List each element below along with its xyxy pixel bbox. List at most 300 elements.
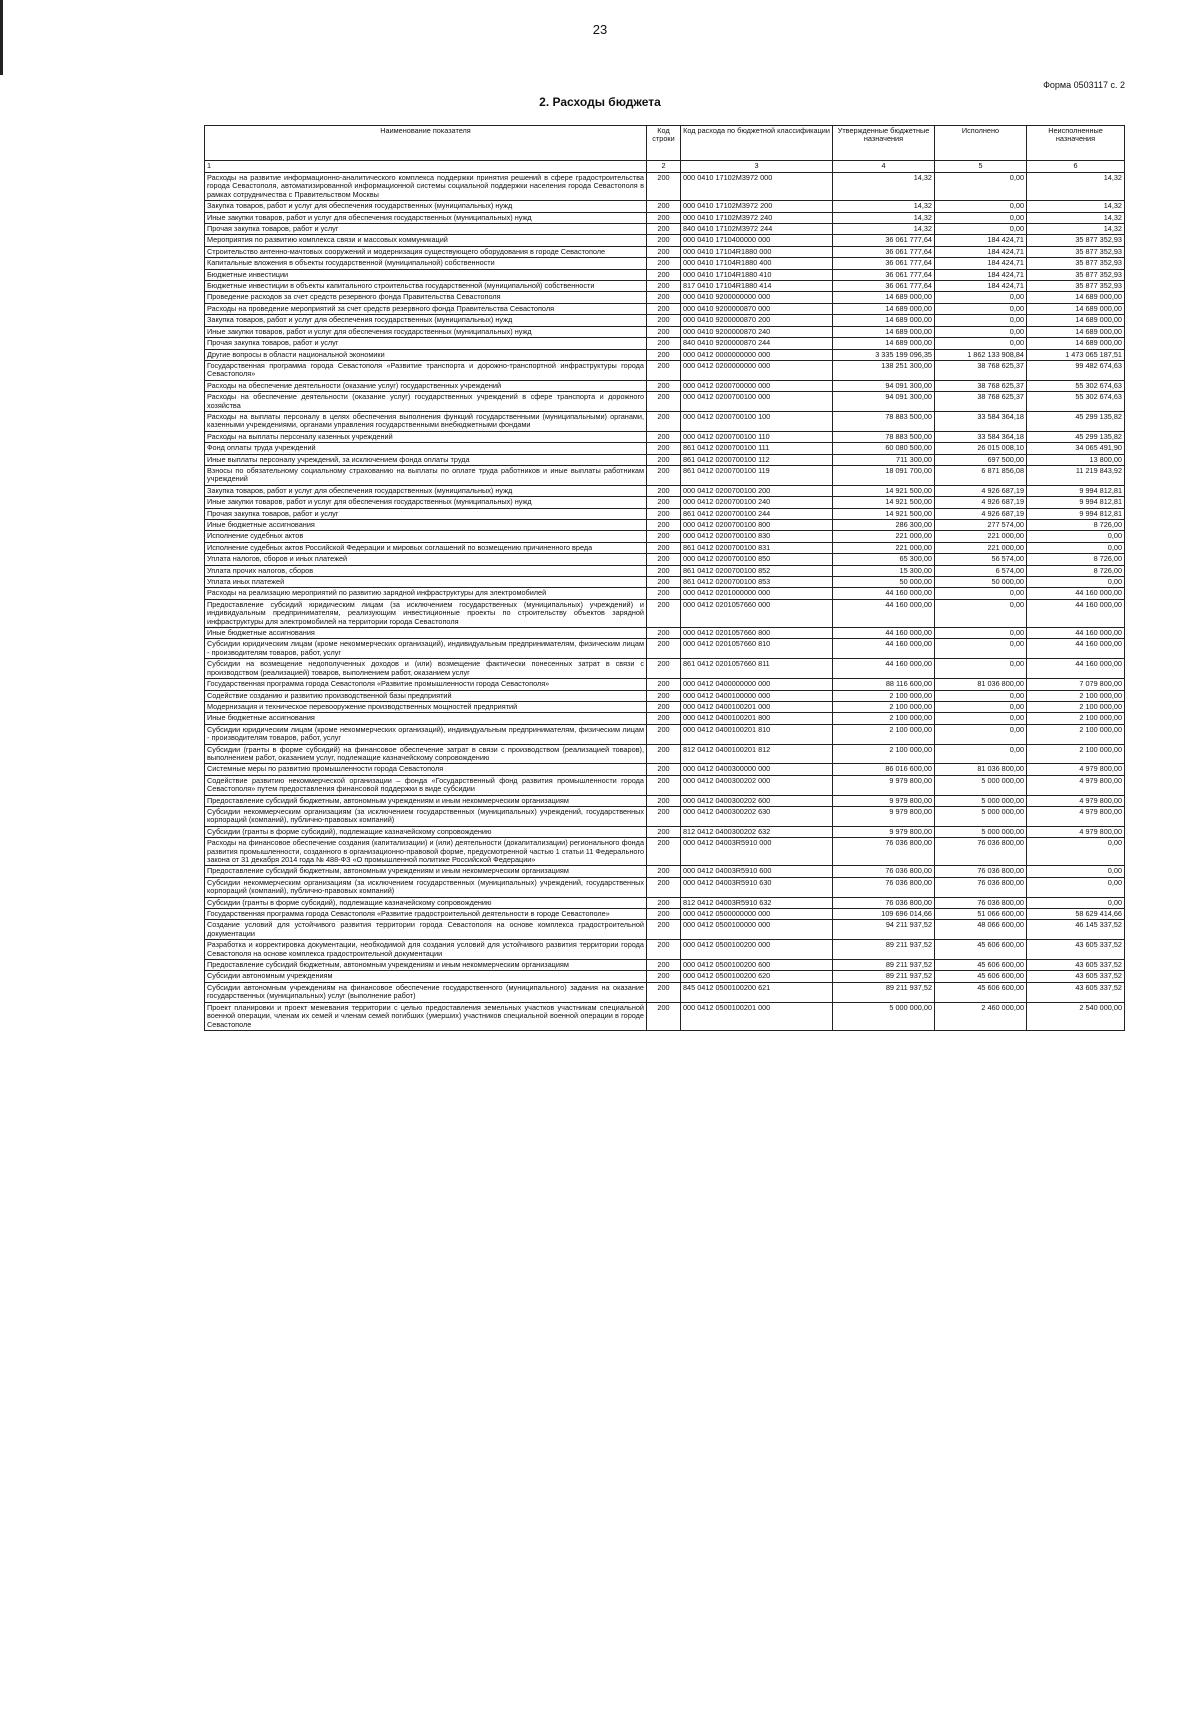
unexecuted-amount-cell: 44 160 000,00 [1027, 628, 1125, 639]
scan-edge-mark [0, 0, 3, 75]
table-row [205, 690, 1125, 701]
indicator-name-cell: Предоставление субсидий юридическим лицам (за исключением государственных (муниципальных) учреждений) и индивидуальным предпринимателям, реализующим инвестиционные проекты по строительству объектов зарядной инфраструктуры для электромобилей на территории города Севастополя [205, 599, 647, 627]
classification-code-cell: 000 0412 0201057660 800 [681, 628, 833, 639]
line-code-cell: 200 [647, 246, 681, 257]
executed-amount-cell: 0,00 [935, 744, 1027, 764]
unexecuted-amount-cell: 4 979 800,00 [1027, 806, 1125, 826]
approved-amount-cell: 89 211 937,52 [833, 940, 935, 960]
unexecuted-amount-cell: 1 473 065 187,51 [1027, 349, 1125, 360]
classification-code-cell: 000 0412 0400100201 000 [681, 701, 833, 712]
table-row [205, 201, 1125, 212]
unexecuted-amount-cell: 4 979 800,00 [1027, 826, 1125, 837]
classification-code-cell: 000 0410 17102М3972 000 [681, 173, 833, 201]
approved-amount-cell: 36 061 777,64 [833, 258, 935, 269]
unexecuted-amount-cell: 14,32 [1027, 212, 1125, 223]
approved-amount-cell: 44 160 000,00 [833, 628, 935, 639]
table-row [205, 497, 1125, 508]
approved-amount-cell: 14 921 500,00 [833, 508, 935, 519]
executed-amount-cell: 76 036 800,00 [935, 838, 1027, 866]
table-row [205, 775, 1125, 795]
line-code-cell: 200 [647, 392, 681, 412]
unexecuted-amount-cell: 55 302 674,63 [1027, 392, 1125, 412]
indicator-name-cell: Мероприятия по развитию комплекса связи и массовых коммуникаций [205, 235, 647, 246]
line-code-cell: 200 [647, 485, 681, 496]
table-row [205, 713, 1125, 724]
column-number: 6 [1027, 161, 1125, 173]
table-row [205, 679, 1125, 690]
indicator-name-cell: Предоставление субсидий бюджетным, автономным учреждениям и иным некоммерческим организациям [205, 960, 647, 971]
line-code-cell: 200 [647, 520, 681, 531]
line-code-cell: 200 [647, 599, 681, 627]
indicator-name-cell: Бюджетные инвестиции [205, 269, 647, 280]
line-code-cell: 200 [647, 542, 681, 553]
unexecuted-amount-cell: 43 605 337,52 [1027, 940, 1125, 960]
line-code-cell: 200 [647, 940, 681, 960]
indicator-name-cell: Уплата прочих налогов, сборов [205, 565, 647, 576]
executed-amount-cell: 184 424,71 [935, 246, 1027, 257]
executed-amount-cell: 0,00 [935, 212, 1027, 223]
indicator-name-cell: Другие вопросы в области национальной экономики [205, 349, 647, 360]
line-code-cell: 200 [647, 713, 681, 724]
classification-code-cell: 000 0410 17102М3972 200 [681, 201, 833, 212]
column-number: 4 [833, 161, 935, 173]
executed-amount-cell: 76 036 800,00 [935, 877, 1027, 897]
approved-amount-cell: 711 300,00 [833, 454, 935, 465]
line-code-cell: 200 [647, 212, 681, 223]
approved-amount-cell: 14,32 [833, 224, 935, 235]
table-row [205, 877, 1125, 897]
unexecuted-amount-cell: 35 877 352,93 [1027, 246, 1125, 257]
approved-amount-cell: 14,32 [833, 201, 935, 212]
approved-amount-cell: 221 000,00 [833, 531, 935, 542]
classification-code-cell: 000 0410 1710400000 000 [681, 235, 833, 246]
executed-amount-cell: 0,00 [935, 315, 1027, 326]
unexecuted-amount-cell: 46 145 337,52 [1027, 920, 1125, 940]
approved-amount-cell: 44 160 000,00 [833, 599, 935, 627]
classification-code-cell: 000 0412 0500100200 000 [681, 940, 833, 960]
table-row [205, 173, 1125, 201]
table-row [205, 315, 1125, 326]
indicator-name-cell: Расходы на обеспечение деятельности (оказание услуг) государственных учреждений в сфере транспорта и дорожного хозяйства [205, 392, 647, 412]
classification-code-cell: 000 0412 0000000000 000 [681, 349, 833, 360]
unexecuted-amount-cell: 14,32 [1027, 201, 1125, 212]
approved-amount-cell: 14 689 000,00 [833, 303, 935, 314]
indicator-name-cell: Субсидии автономным учреждениям на финансовое обеспечение государственного (муниципального) задания на оказание государственных (муниципальных) услуг (выполнение работ) [205, 982, 647, 1002]
unexecuted-amount-cell: 43 605 337,52 [1027, 971, 1125, 982]
classification-code-cell: 000 0412 04003R5910 600 [681, 866, 833, 877]
line-code-cell: 200 [647, 326, 681, 337]
table-row [205, 639, 1125, 659]
unexecuted-amount-cell: 0,00 [1027, 866, 1125, 877]
classification-code-cell: 840 0410 17102М3972 244 [681, 224, 833, 235]
header-line-code: Код строки [647, 126, 681, 161]
executed-amount-cell: 4 926 687,19 [935, 497, 1027, 508]
indicator-name-cell: Закупка товаров, работ и услуг для обеспечения государственных (муниципальных) нужд [205, 485, 647, 496]
unexecuted-amount-cell: 14 689 000,00 [1027, 292, 1125, 303]
indicator-name-cell: Прочая закупка товаров, работ и услуг [205, 508, 647, 519]
classification-code-cell: 000 0412 0500100201 000 [681, 1002, 833, 1030]
executed-amount-cell: 33 584 364,18 [935, 431, 1027, 442]
indicator-name-cell: Государственная программа города Севастополя «Развитие промышленности города Севастополя» [205, 679, 647, 690]
line-code-cell: 200 [647, 258, 681, 269]
table-row [205, 897, 1125, 908]
classification-code-cell: 000 0412 04003R5910 000 [681, 838, 833, 866]
table-row [205, 940, 1125, 960]
column-number: 5 [935, 161, 1027, 173]
classification-code-cell: 000 0412 0500000000 000 [681, 909, 833, 920]
classification-code-cell: 000 0412 0200700100 850 [681, 554, 833, 565]
table-row [205, 659, 1125, 679]
table-row [205, 920, 1125, 940]
table-row [205, 326, 1125, 337]
unexecuted-amount-cell: 7 079 800,00 [1027, 679, 1125, 690]
unexecuted-amount-cell: 0,00 [1027, 531, 1125, 542]
line-code-cell: 200 [647, 764, 681, 775]
table-row [205, 971, 1125, 982]
table-row [205, 431, 1125, 442]
table-row [205, 628, 1125, 639]
approved-amount-cell: 14 689 000,00 [833, 315, 935, 326]
table-row [205, 565, 1125, 576]
unexecuted-amount-cell: 55 302 674,63 [1027, 380, 1125, 391]
indicator-name-cell: Уплата иных платежей [205, 577, 647, 588]
approved-amount-cell: 109 696 014,66 [833, 909, 935, 920]
unexecuted-amount-cell: 0,00 [1027, 577, 1125, 588]
line-code-cell: 200 [647, 659, 681, 679]
line-code-cell: 200 [647, 577, 681, 588]
executed-amount-cell: 45 606 600,00 [935, 971, 1027, 982]
approved-amount-cell: 286 300,00 [833, 520, 935, 531]
table-header-row [205, 126, 1125, 161]
indicator-name-cell: Исполнение судебных актов [205, 531, 647, 542]
table-row [205, 744, 1125, 764]
executed-amount-cell: 697 500,00 [935, 454, 1027, 465]
line-code-cell: 200 [647, 508, 681, 519]
unexecuted-amount-cell: 44 160 000,00 [1027, 599, 1125, 627]
line-code-cell: 200 [647, 565, 681, 576]
classification-code-cell: 817 0410 17104R1880 414 [681, 281, 833, 292]
line-code-cell: 200 [647, 292, 681, 303]
indicator-name-cell: Проведение расходов за счет средств резервного фонда Правительства Севастополя [205, 292, 647, 303]
executed-amount-cell: 0,00 [935, 173, 1027, 201]
executed-amount-cell: 184 424,71 [935, 258, 1027, 269]
line-code-cell: 200 [647, 1002, 681, 1030]
table-body [205, 161, 1125, 1031]
approved-amount-cell: 89 211 937,52 [833, 971, 935, 982]
classification-code-cell: 000 0412 0200700100 240 [681, 497, 833, 508]
approved-amount-cell: 14,32 [833, 212, 935, 223]
classification-code-cell: 000 0410 17104R1880 410 [681, 269, 833, 280]
executed-amount-cell: 56 574,00 [935, 554, 1027, 565]
unexecuted-amount-cell: 44 160 000,00 [1027, 588, 1125, 599]
indicator-name-cell: Субсидии некоммерческим организациям (за исключением государственных (муниципальных) учреждений, государственных корпораций (компаний), публично-правовых компаний) [205, 806, 647, 826]
executed-amount-cell: 5 000 000,00 [935, 775, 1027, 795]
approved-amount-cell: 138 251 300,00 [833, 360, 935, 380]
line-code-cell: 200 [647, 338, 681, 349]
line-code-cell: 200 [647, 838, 681, 866]
indicator-name-cell: Иные бюджетные ассигнования [205, 520, 647, 531]
unexecuted-amount-cell: 0,00 [1027, 542, 1125, 553]
header-executed: Исполнено [935, 126, 1027, 161]
unexecuted-amount-cell: 8 726,00 [1027, 520, 1125, 531]
approved-amount-cell: 94 091 300,00 [833, 392, 935, 412]
line-code-cell: 200 [647, 360, 681, 380]
indicator-name-cell: Расходы на выплаты персоналу в целях обеспечения выполнения функций государственными (муниципальными) органами, казенными учреждениями, органами управления государственными внебюджетными фондами [205, 411, 647, 431]
approved-amount-cell: 86 016 600,00 [833, 764, 935, 775]
executed-amount-cell: 6 871 856,08 [935, 465, 1027, 485]
classification-code-cell: 000 0410 17102М3972 240 [681, 212, 833, 223]
executed-amount-cell: 45 606 600,00 [935, 940, 1027, 960]
line-code-cell: 200 [647, 497, 681, 508]
classification-code-cell: 861 0412 0200700100 831 [681, 542, 833, 553]
indicator-name-cell: Государственная программа города Севастополя «Развитие градостроительной деятельности в городе Севастополе» [205, 909, 647, 920]
unexecuted-amount-cell: 45 299 135,82 [1027, 411, 1125, 431]
unexecuted-amount-cell: 9 994 812,81 [1027, 508, 1125, 519]
budget-expenses-table [204, 125, 1125, 1031]
table-row [205, 392, 1125, 412]
approved-amount-cell: 44 160 000,00 [833, 659, 935, 679]
line-code-cell: 200 [647, 443, 681, 454]
line-code-cell: 200 [647, 454, 681, 465]
executed-amount-cell: 0,00 [935, 224, 1027, 235]
approved-amount-cell: 2 100 000,00 [833, 724, 935, 744]
table-row [205, 258, 1125, 269]
table-row [205, 982, 1125, 1002]
approved-amount-cell: 89 211 937,52 [833, 982, 935, 1002]
executed-amount-cell: 0,00 [935, 338, 1027, 349]
line-code-cell: 200 [647, 554, 681, 565]
classification-code-cell: 000 0412 0400100201 810 [681, 724, 833, 744]
classification-code-cell: 861 0412 0200700100 244 [681, 508, 833, 519]
line-code-cell: 200 [647, 679, 681, 690]
line-code-cell: 200 [647, 201, 681, 212]
unexecuted-amount-cell: 2 540 000,00 [1027, 1002, 1125, 1030]
unexecuted-amount-cell: 14,32 [1027, 224, 1125, 235]
indicator-name-cell: Государственная программа города Севастополя «Развитие транспорта и дорожно-транспортной инфраструктуры города Севастополя» [205, 360, 647, 380]
executed-amount-cell: 277 574,00 [935, 520, 1027, 531]
line-code-cell: 200 [647, 531, 681, 542]
unexecuted-amount-cell: 13 800,00 [1027, 454, 1125, 465]
line-code-cell: 200 [647, 224, 681, 235]
table-row [205, 531, 1125, 542]
line-code-cell: 200 [647, 315, 681, 326]
classification-code-cell: 000 0412 0200700000 000 [681, 380, 833, 391]
classification-code-cell: 000 0412 04003R5910 630 [681, 877, 833, 897]
line-code-cell: 200 [647, 826, 681, 837]
unexecuted-amount-cell: 43 605 337,52 [1027, 982, 1125, 1002]
approved-amount-cell: 9 979 800,00 [833, 806, 935, 826]
classification-code-cell: 000 0412 0200700100 100 [681, 411, 833, 431]
unexecuted-amount-cell: 4 979 800,00 [1027, 764, 1125, 775]
indicator-name-cell: Закупка товаров, работ и услуг для обеспечения государственных (муниципальных) нужд [205, 315, 647, 326]
classification-code-cell: 861 0412 0201057660 811 [681, 659, 833, 679]
line-code-cell: 200 [647, 971, 681, 982]
table-row [205, 795, 1125, 806]
approved-amount-cell: 89 211 937,52 [833, 960, 935, 971]
table-row [205, 212, 1125, 223]
executed-amount-cell: 0,00 [935, 201, 1027, 212]
table-row [205, 281, 1125, 292]
indicator-name-cell: Субсидии (гранты в форме субсидий), подлежащие казначейскому сопровождению [205, 826, 647, 837]
line-code-cell: 200 [647, 269, 681, 280]
unexecuted-amount-cell: 14 689 000,00 [1027, 315, 1125, 326]
unexecuted-amount-cell: 2 100 000,00 [1027, 713, 1125, 724]
executed-amount-cell: 0,00 [935, 628, 1027, 639]
approved-amount-cell: 2 100 000,00 [833, 713, 935, 724]
executed-amount-cell: 6 574,00 [935, 565, 1027, 576]
indicator-name-cell: Субсидии некоммерческим организациям (за исключением государственных (муниципальных) учреждений, государственных корпораций (компаний), публично-правовых компаний) [205, 877, 647, 897]
unexecuted-amount-cell: 58 629 414,66 [1027, 909, 1125, 920]
executed-amount-cell: 1 862 133 908,84 [935, 349, 1027, 360]
approved-amount-cell: 15 300,00 [833, 565, 935, 576]
executed-amount-cell: 0,00 [935, 724, 1027, 744]
line-code-cell: 200 [647, 960, 681, 971]
indicator-name-cell: Системные меры по развитию промышленности города Севастополя [205, 764, 647, 775]
line-code-cell: 200 [647, 877, 681, 897]
approved-amount-cell: 50 000,00 [833, 577, 935, 588]
table-row [205, 909, 1125, 920]
executed-amount-cell: 184 424,71 [935, 235, 1027, 246]
table-row [205, 960, 1125, 971]
indicator-name-cell: Субсидии юридическим лицам (кроме некоммерческих организаций), индивидуальным предпринимателям, физическим лицам - производителям товаров, работ, услуг [205, 724, 647, 744]
approved-amount-cell: 14 689 000,00 [833, 326, 935, 337]
indicator-name-cell: Предоставление субсидий бюджетным, автономным учреждениям и иным некоммерческим организациям [205, 795, 647, 806]
table-row [205, 542, 1125, 553]
table-row [205, 485, 1125, 496]
executed-amount-cell: 221 000,00 [935, 542, 1027, 553]
table-row [205, 838, 1125, 866]
table-row [205, 826, 1125, 837]
executed-amount-cell: 4 926 687,19 [935, 485, 1027, 496]
approved-amount-cell: 9 979 800,00 [833, 826, 935, 837]
unexecuted-amount-cell: 0,00 [1027, 838, 1125, 866]
executed-amount-cell: 51 066 600,00 [935, 909, 1027, 920]
unexecuted-amount-cell: 35 877 352,93 [1027, 258, 1125, 269]
approved-amount-cell: 36 061 777,64 [833, 281, 935, 292]
indicator-name-cell: Иные закупки товаров, работ и услуг для обеспечения государственных (муниципальных) нужд [205, 212, 647, 223]
table-row [205, 701, 1125, 712]
approved-amount-cell: 78 883 500,00 [833, 431, 935, 442]
table-row [205, 443, 1125, 454]
approved-amount-cell: 60 080 500,00 [833, 443, 935, 454]
classification-code-cell: 812 0412 0400300202 632 [681, 826, 833, 837]
table-row [205, 866, 1125, 877]
table-row [205, 577, 1125, 588]
approved-amount-cell: 88 116 600,00 [833, 679, 935, 690]
table-row [205, 303, 1125, 314]
classification-code-cell: 000 0412 0400100201 800 [681, 713, 833, 724]
indicator-name-cell: Иные закупки товаров, работ и услуг для обеспечения государственных (муниципальных) нужд [205, 326, 647, 337]
classification-code-cell: 861 0412 0200700100 112 [681, 454, 833, 465]
classification-code-cell: 000 0412 0201000000 000 [681, 588, 833, 599]
indicator-name-cell: Субсидии (гранты в форме субсидий) на финансовое обеспечение затрат в связи с производством (реализацией товаров), выполнением работ, оказанием услуг, подлежащие казначейскому сопровождению [205, 744, 647, 764]
indicator-name-cell: Субсидии (гранты в форме субсидий), подлежащие казначейскому сопровождению [205, 897, 647, 908]
unexecuted-amount-cell: 0,00 [1027, 877, 1125, 897]
line-code-cell: 200 [647, 588, 681, 599]
column-number: 1 [205, 161, 647, 173]
indicator-name-cell: Прочая закупка товаров, работ и услуг [205, 224, 647, 235]
line-code-cell: 200 [647, 866, 681, 877]
approved-amount-cell: 5 000 000,00 [833, 1002, 935, 1030]
executed-amount-cell: 26 015 008,10 [935, 443, 1027, 454]
table-row [205, 338, 1125, 349]
unexecuted-amount-cell: 99 482 674,63 [1027, 360, 1125, 380]
approved-amount-cell: 76 036 800,00 [833, 877, 935, 897]
classification-code-cell: 000 0410 17104R1880 400 [681, 258, 833, 269]
table-row [205, 465, 1125, 485]
indicator-name-cell: Капитальные вложения в объекты государственной (муниципальной) собственности [205, 258, 647, 269]
column-number-row [205, 161, 1125, 173]
line-code-cell: 200 [647, 897, 681, 908]
executed-amount-cell: 0,00 [935, 639, 1027, 659]
executed-amount-cell: 5 000 000,00 [935, 806, 1027, 826]
page-number: 23 [592, 22, 608, 37]
indicator-name-cell: Содействие созданию и развитию производственной базы предприятий [205, 690, 647, 701]
indicator-name-cell: Предоставление субсидий бюджетным, автономным учреждениям и иным некоммерческим организациям [205, 866, 647, 877]
unexecuted-amount-cell: 14 689 000,00 [1027, 338, 1125, 349]
indicator-name-cell: Расходы на финансовое обеспечение создания (капитализации) и (или) деятельности (докапитализации) регионального фонда развития промышленности, созданного в организационно-правовой форме, предусмотренной частью 1 статьи 11 Федерального закона от 31 декабря 2014 года № 488-ФЗ «О промышленной политике Российской Федерации» [205, 838, 647, 866]
approved-amount-cell: 36 061 777,64 [833, 246, 935, 257]
executed-amount-cell: 38 768 625,37 [935, 380, 1027, 391]
unexecuted-amount-cell: 8 726,00 [1027, 554, 1125, 565]
indicator-name-cell: Проект планировки и проект межевания территории с целью предоставления земельных участков участникам специальной военной операции, членам их семей и членам семей погибших (умерших) участников специальной военной операции в городе Севастополе [205, 1002, 647, 1030]
unexecuted-amount-cell: 35 877 352,93 [1027, 269, 1125, 280]
table-row [205, 411, 1125, 431]
column-number: 2 [647, 161, 681, 173]
indicator-name-cell: Субсидии юридическим лицам (кроме некоммерческих организаций), индивидуальным предпринимателям, физическим лицам - производителям товаров, работ, услуг [205, 639, 647, 659]
table-row [205, 246, 1125, 257]
approved-amount-cell: 14,32 [833, 173, 935, 201]
executed-amount-cell: 76 036 800,00 [935, 897, 1027, 908]
classification-code-cell: 861 0412 0200700100 111 [681, 443, 833, 454]
approved-amount-cell: 14 689 000,00 [833, 292, 935, 303]
line-code-cell: 200 [647, 920, 681, 940]
classification-code-cell: 000 0412 0400300202 600 [681, 795, 833, 806]
table-row [205, 724, 1125, 744]
classification-code-cell: 000 0412 0201057660 810 [681, 639, 833, 659]
approved-amount-cell: 14 921 500,00 [833, 497, 935, 508]
unexecuted-amount-cell: 2 100 000,00 [1027, 701, 1125, 712]
classification-code-cell: 000 0412 0400300202 630 [681, 806, 833, 826]
indicator-name-cell: Уплата налогов, сборов и иных платежей [205, 554, 647, 565]
line-code-cell: 200 [647, 380, 681, 391]
column-number: 3 [681, 161, 833, 173]
table-row [205, 1002, 1125, 1030]
approved-amount-cell: 9 979 800,00 [833, 775, 935, 795]
unexecuted-amount-cell: 11 219 843,92 [1027, 465, 1125, 485]
header-indicator-name: Наименование показателя [205, 126, 647, 161]
unexecuted-amount-cell: 35 877 352,93 [1027, 281, 1125, 292]
indicator-name-cell: Прочая закупка товаров, работ и услуг [205, 338, 647, 349]
indicator-name-cell: Иные бюджетные ассигнования [205, 628, 647, 639]
executed-amount-cell: 0,00 [935, 713, 1027, 724]
approved-amount-cell: 36 061 777,64 [833, 235, 935, 246]
executed-amount-cell: 81 036 800,00 [935, 679, 1027, 690]
approved-amount-cell: 44 160 000,00 [833, 588, 935, 599]
classification-code-cell: 000 0412 0200700100 000 [681, 392, 833, 412]
approved-amount-cell: 94 211 937,52 [833, 920, 935, 940]
classification-code-cell: 000 0410 9200000870 000 [681, 303, 833, 314]
table-row [205, 224, 1125, 235]
classification-code-cell: 000 0412 0400000000 000 [681, 679, 833, 690]
indicator-name-cell: Иные бюджетные ассигнования [205, 713, 647, 724]
line-code-cell: 200 [647, 411, 681, 431]
line-code-cell: 200 [647, 724, 681, 744]
table-row [205, 599, 1125, 627]
classification-code-cell: 000 0410 9200000000 000 [681, 292, 833, 303]
line-code-cell: 200 [647, 465, 681, 485]
table-row [205, 380, 1125, 391]
